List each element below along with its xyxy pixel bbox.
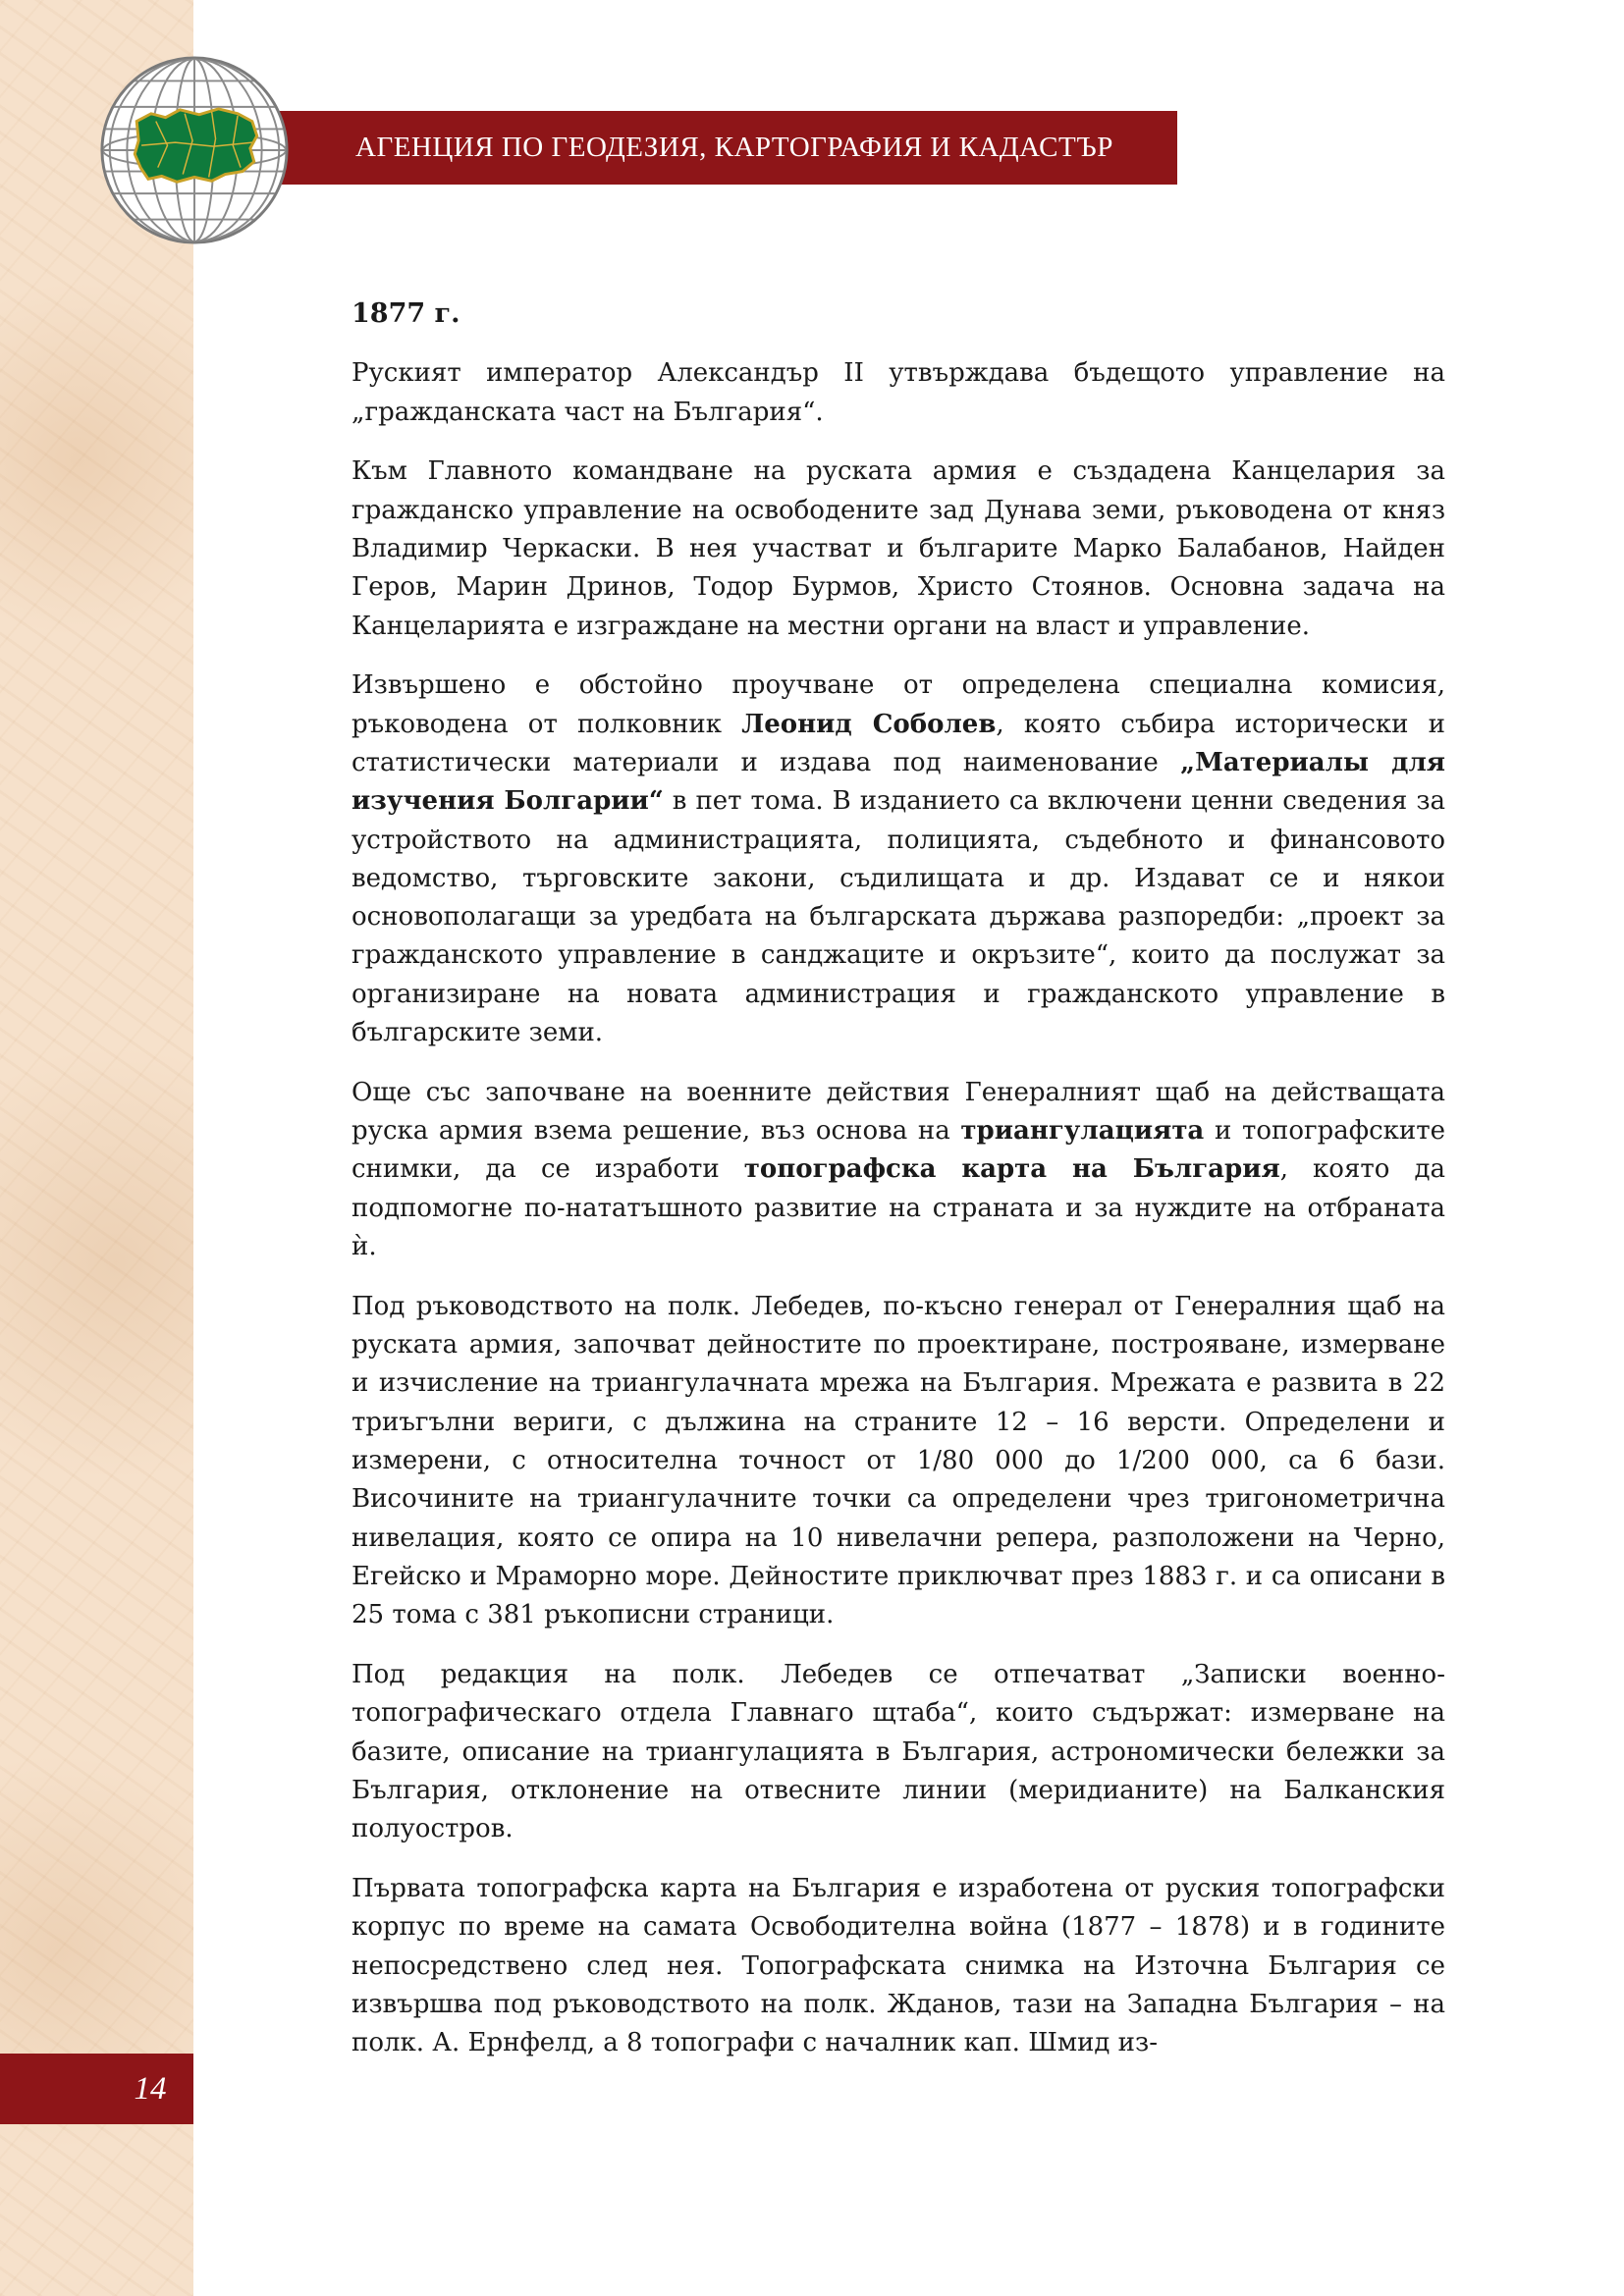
paragraph-5: Под ръководството на полк. Лебедев, по-късно генерал от Генералния щаб на руската армия, започват дейностите по проектиране, построяване, измерване и изчисление на триангулачната мрежа на България. Мрежата е развита в 22 триъгълни вериги, с дължина на страните 12 – 16 версти. Определени и измерени, с относителна точност от 1/80 000 до 1/200 000, са 6 бази. Височините на триангулачните точки са определени чрез тригонометрична нивелация, която се опира на 10 нивелачни репера, разположени на Черно, Егейско и Мраморно море. Дейностите приключват през 1883 г. и са описани в 25 тома с 381 ръкописни страници. [352,1291,1445,1630]
page-content [352,294,1445,2084]
paragraph-4 [352,1074,1445,1266]
paragraph-4-text-2: и топографските снимки, да се изработи [352,1116,1445,1185]
paragraph-2: Към Главното командване на руската армия е създадена Канцелария за гражданско управление на освободените зад Дунава земи, ръководена от княз Владимир Черкаски. В нея участват и българите Марко Балабанов, Найден Геров, Марин Дринов, Тодор Бурмов, Христо Стоянов. Основна задача на Канцеларията е изграждане на местни органи на власт и управление. [352,456,1445,641]
paragraph-1: Руският император Александър II утвърждава бъдещото управление на „гражданската част на България“. [352,358,1445,427]
paragraph-3-text-1: Извършено е обстойно проучване от определена специална комисия, ръководена от полковник [352,670,1445,739]
term-triangulation: триангулацията [960,1116,1205,1147]
page-number: 14 [134,2071,167,2107]
year-heading: 1877 г. [352,298,460,329]
paragraph-6: Под редакция на полк. Лебедев се отпечатват „Записки военно-топографическаго отдела Главнаго щтаба“, които съдържат: измерване на базите, описание на триангулацията в България, астрономически бележки за България, отклонение на отвесните линии (меридианите) на Балканския полуостров. [352,1660,1445,1844]
paragraph-4-text-3: , която да подпомогне по-нататъшното развитие на страната и за нуждите на отбраната ѝ. [352,1154,1446,1262]
name-leonid-sobolev: Леонид Соболев [741,709,997,739]
paragraph-3-text-2: , която събира исторически и статистически материали и издава под наименование [352,709,1445,777]
paragraph-7: Първата топографска карта на България е изработена от руския топографски корпус по време на самата Освободителна война (1877 – 1878) и в годините непосредствено след нея. Топографската снимка на Източна България се извършва под ръководството на полк. Жданов, тази на Западна България – на полк. А. Ернфелд, а 8 топографи с началник кап. Шмид из- [352,1873,1445,2058]
paragraph-3-text-3: в пет тома. В изданието са включени ценни сведения за устройството на администрацията, полицията, съдебното и финансовото ведомство, търговските закони, съдилищата и др. Издават се и някои основополагащи за уредбата на българската държава разпоредби: „проект за гражданското управление в санджаците и окръзите“, които да послужат за организиране на новата администрация и гражданското управление в българските земи. [352,786,1445,1048]
publication-title: „Материалы для изучения Болгарии“ [352,747,1445,817]
decorative-side-strip [0,0,193,2296]
paragraph-4-text-1: Още със започване на военните действия Генералният щаб на действащата руска армия взема решение, въз основа на [352,1077,1445,1147]
globe-with-bulgaria-map-icon [98,54,291,246]
term-topographic-map: топографска карта на България [743,1154,1280,1185]
paragraph-3 [352,667,1445,1052]
agency-title: АГЕНЦИЯ ПО ГЕОДЕЗИЯ, КАРТОГРАФИЯ И КАДАСТЪР [355,132,1113,163]
